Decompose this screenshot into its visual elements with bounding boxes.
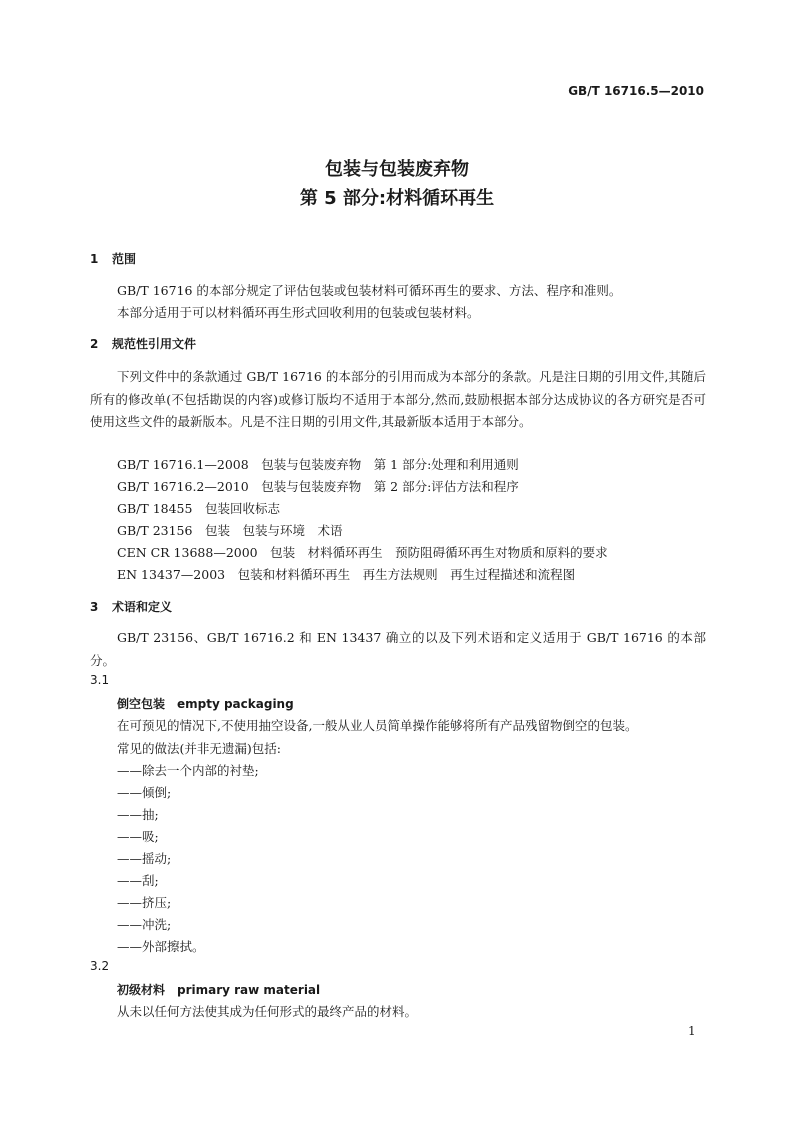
section-2-heading bbox=[90, 335, 196, 352]
reference-item: GB/T 16716.1—2008 包装与包装废弃物 第 1 部分:处理和利用通则 bbox=[117, 457, 519, 472]
section-number: 3 bbox=[90, 600, 99, 614]
list-item: ——外部擦拭。 bbox=[117, 939, 205, 954]
list-item: ——挤压; bbox=[117, 895, 172, 910]
reference-item: GB/T 18455 包装回收标志 bbox=[117, 501, 280, 516]
list-item: ——吸; bbox=[117, 829, 159, 844]
paragraph: GB/T 16716 的本部分规定了评估包装或包装材料可循环再生的要求、方法、程序和准则。 bbox=[117, 283, 622, 298]
section-number: 2 bbox=[90, 337, 99, 351]
section-title: 范围 bbox=[112, 252, 137, 266]
page-number: 1 bbox=[688, 1024, 696, 1038]
section-3-heading bbox=[90, 598, 172, 615]
list-item: ——摇动; bbox=[117, 851, 172, 866]
list-item: ——冲洗; bbox=[117, 917, 172, 932]
document-subtitle: 第 5 部分:材料循环再生 bbox=[299, 188, 495, 209]
document-title: 包装与包装废弃物 bbox=[325, 159, 469, 180]
section-title: 规范性引用文件 bbox=[112, 337, 197, 351]
list-item: ——抽; bbox=[117, 807, 159, 822]
standard-number: GB/T 16716.5—2010 bbox=[568, 84, 704, 98]
term-heading: 初级材料 primary raw material bbox=[117, 983, 321, 997]
term-number: 3.1 bbox=[90, 673, 110, 687]
paragraph: 本部分适用于可以材料循环再生形式回收利用的包装或包装材料。 bbox=[117, 305, 480, 320]
section-number: 1 bbox=[90, 252, 99, 266]
term-number: 3.2 bbox=[90, 959, 110, 973]
list-item: ——刮; bbox=[117, 873, 159, 888]
section-title: 术语和定义 bbox=[112, 600, 173, 614]
list-item: ——除去一个内部的衬垫; bbox=[117, 763, 259, 778]
paragraph: 下列文件中的条款通过 GB/T 16716 的本部分的引用而成为本部分的条款。凡是注日期的引用文件,其随后所有的修改单(不包括勘误的内容)或修订版均不适用于本部分,然而,鼓励根据本部分达成协议的各方研究是否可使用这些文件的最新版本。凡是不注日期的引用文件,其最新版本适用于本部分。 bbox=[90, 369, 706, 429]
paragraph: GB/T 23156、GB/T 16716.2 和 EN 13437 确立的以及下列术语和定义适用于 GB/T 16716 的本部分。 bbox=[90, 630, 706, 668]
term-definition: 在可预见的情况下,不使用抽空设备,一般从业人员简单操作能够将所有产品残留物倒空的包装。 bbox=[117, 718, 638, 733]
reference-item: GB/T 16716.2—2010 包装与包装废弃物 第 2 部分:评估方法和程序 bbox=[117, 479, 519, 494]
reference-item: GB/T 23156 包装 包装与环境 术语 bbox=[117, 523, 343, 538]
term-definition: 从未以任何方法使其成为任何形式的最终产品的材料。 bbox=[117, 1004, 418, 1019]
reference-item: EN 13437—2003 包装和材料循环再生 再生方法规则 再生过程描述和流程图 bbox=[117, 567, 576, 582]
section-1-heading bbox=[90, 250, 136, 267]
reference-item: CEN CR 13688—2000 包装 材料循环再生 预防阻碍循环再生对物质和原料的要求 bbox=[117, 545, 608, 560]
list-item: ——倾倒; bbox=[117, 785, 172, 800]
term-heading: 倒空包装 empty packaging bbox=[117, 697, 294, 711]
term-note: 常见的做法(并非无遗漏)包括: bbox=[117, 741, 281, 756]
